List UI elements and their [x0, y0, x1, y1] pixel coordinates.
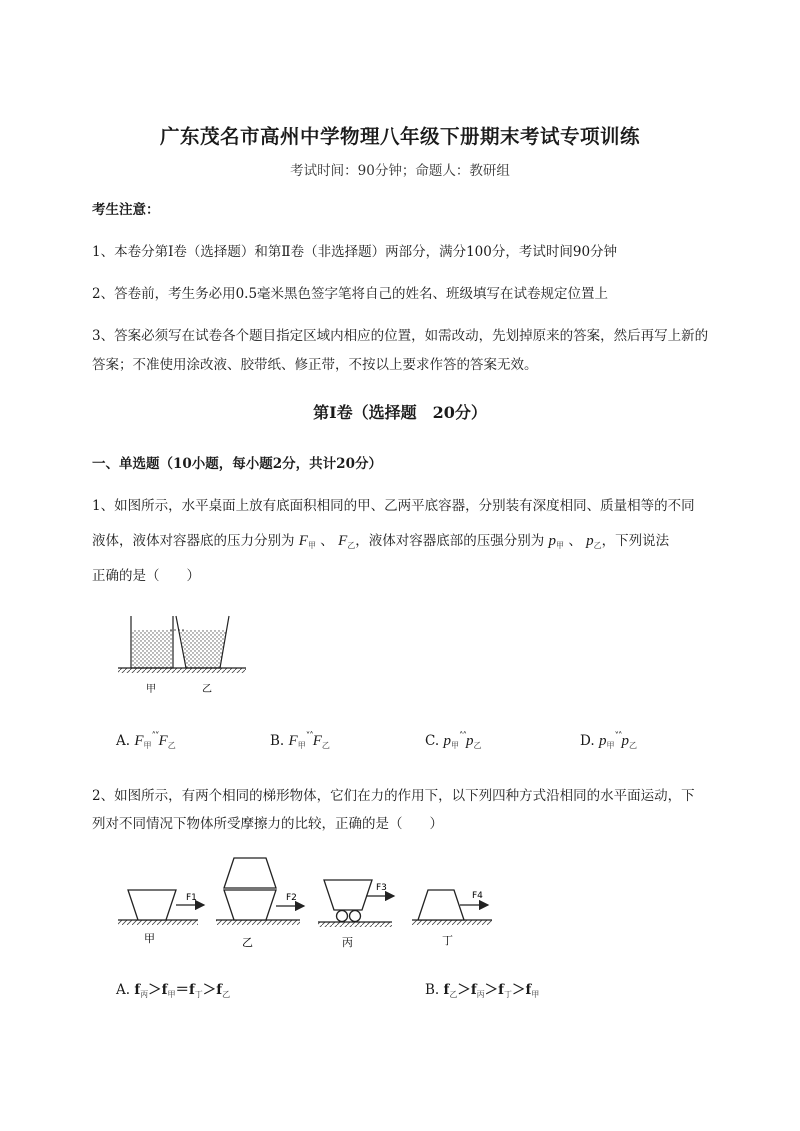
force-var: F	[298, 533, 308, 549]
q1-option-a[interactable]	[116, 732, 176, 751]
q1-option-b[interactable]	[270, 732, 330, 751]
option-var: F	[312, 733, 322, 749]
sep: 、	[320, 533, 334, 549]
liquid-jia	[132, 630, 172, 668]
q1-text-c: ，下列说法	[601, 533, 670, 549]
sub: 丁	[194, 990, 203, 999]
fig-label-jia: 甲	[146, 684, 156, 695]
sub-jia: 甲	[450, 741, 459, 750]
case-ding	[412, 890, 492, 947]
option-var: F	[158, 733, 168, 749]
option-key: D.	[580, 733, 595, 749]
sub: 甲	[167, 990, 176, 999]
fig-label-bing: 丙	[342, 936, 353, 949]
q2-line-1: 2、如图所示，有两个相同的梯形物体，它们在力的作用下，以下列四种方式沿相同的水平面运动，下	[92, 788, 695, 804]
q2-line-2: 列对不同情况下物体所受摩擦力的比较，正确的是（ ）	[92, 816, 443, 832]
relation: ＞f	[457, 982, 477, 998]
option-key: A.	[116, 733, 131, 749]
sub-jia: 甲	[143, 741, 152, 750]
sub-yi: 乙	[321, 741, 330, 750]
q1-line-3: 正确的是（ ）	[92, 568, 200, 584]
option-key: B.	[270, 733, 285, 749]
relation: ＝f	[175, 982, 195, 998]
sub: 乙	[449, 990, 458, 999]
friction-var: f	[443, 982, 450, 998]
option-var: p	[598, 733, 607, 749]
option-key: C.	[425, 733, 440, 749]
ground-hatch	[118, 668, 246, 673]
q1-option-d[interactable]	[580, 732, 637, 751]
case-bing	[318, 880, 394, 949]
sub: 丙	[140, 990, 149, 999]
notice-item-1: 1、本卷分第I卷（选择题）和第Ⅱ卷（非选择题）两部分，满分100分，考试时间90分钟	[92, 244, 618, 260]
notice-item-2: 2、答卷前，考生务必用0.5毫米黑色签字笔将自己的姓名、班级填写在试卷规定位置上	[92, 286, 609, 302]
force-var: F	[338, 533, 348, 549]
pressure-var: p	[586, 533, 594, 549]
sub-yi: 乙	[593, 541, 602, 550]
relation: ＞f	[148, 982, 168, 998]
relation-glyph: ˅˄	[614, 732, 622, 742]
q1-text-b: ，液体对容器底部的压强分别为	[355, 533, 545, 549]
sub-yi: 乙	[628, 741, 637, 750]
option-var: p	[465, 733, 474, 749]
fig-label-yi: 乙	[242, 936, 253, 949]
q1-text-a: 液体，液体对容器底的压力分别为	[92, 533, 295, 549]
q1-option-c[interactable]	[425, 732, 481, 751]
sep: 、	[568, 533, 582, 549]
friction-var: f	[134, 982, 141, 998]
sub: 乙	[222, 990, 231, 999]
relation-glyph: ˄˅	[151, 732, 159, 742]
q1-line-2	[92, 527, 732, 560]
section-title: 第I卷（选择题 20分）	[313, 403, 487, 422]
exam-info: 考试时间：90分钟；命题人：教研组	[290, 163, 510, 179]
relation: ＞f	[484, 982, 504, 998]
liquid-yi	[180, 630, 226, 668]
relation-glyph: ˅˄	[305, 732, 313, 742]
sub-jia: 甲	[556, 541, 565, 550]
q1-line-1: 1、如图所示，水平桌面上放有底面积相同的甲、乙两平底容器，分别装有深度相同、质量相等的不同	[92, 498, 695, 514]
sub: 丙	[476, 990, 485, 999]
sub-yi: 乙	[347, 541, 356, 550]
q2-friction-figure	[112, 850, 502, 960]
sub-jia: 甲	[297, 741, 306, 750]
force-label-f1: F1	[186, 893, 197, 903]
sub-jia: 甲	[307, 541, 316, 550]
sub: 丁	[503, 990, 512, 999]
sub-yi: 乙	[167, 741, 176, 750]
force-label-f3: F3	[376, 883, 387, 893]
option-key: B.	[425, 982, 440, 998]
option-key: A.	[116, 982, 131, 998]
pressure-var: p	[548, 533, 557, 549]
fig-label-jia: 甲	[144, 932, 155, 945]
q2-option-a[interactable]	[116, 978, 230, 1000]
sub: 甲	[531, 990, 540, 999]
option-var: p	[443, 733, 451, 749]
sub-jia: 甲	[606, 741, 615, 750]
q2-option-b[interactable]	[425, 978, 539, 1000]
option-var: p	[621, 733, 629, 749]
fig-label-ding: 丁	[442, 934, 453, 947]
force-label-f2: F2	[286, 893, 297, 903]
case-jia	[118, 890, 204, 945]
q1-containers-figure	[110, 610, 250, 700]
page-title: 广东茂名市高州中学物理八年级下册期末考试专项训练	[159, 125, 640, 148]
force-label-f4: F4	[472, 891, 483, 901]
part-heading: 一、单选题（10小题，每小题2分，共计20分）	[92, 456, 382, 472]
option-var: F	[288, 733, 298, 749]
relation: ＞f	[202, 982, 223, 998]
relation-glyph: ˄˄	[458, 732, 466, 742]
notice-item-3: 3、答案必须写在试卷各个题目指定区域内相应的位置，如需改动，先划掉原来的答案，然后再写上新的答案；不准使用涂改液、胶带纸、修正带，不按以上要求作答的答案无效。	[92, 328, 709, 373]
option-var: F	[134, 733, 144, 749]
fig-label-yi: 乙	[202, 684, 212, 695]
notice-heading: 考生注意：	[92, 202, 160, 218]
case-yi	[216, 858, 304, 949]
relation: ＞f	[511, 982, 532, 998]
sub-yi: 乙	[473, 741, 482, 750]
